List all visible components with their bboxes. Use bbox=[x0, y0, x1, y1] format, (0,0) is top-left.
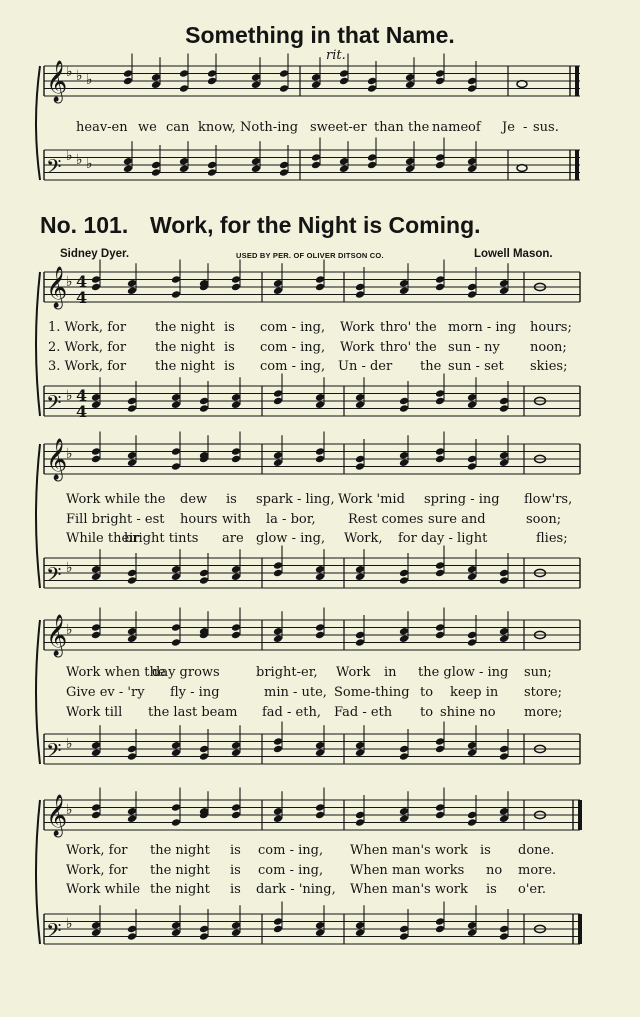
lyric-word: bright tints bbox=[124, 531, 199, 546]
lyric-word: heav-en bbox=[76, 120, 128, 135]
lyric-word: to bbox=[420, 685, 434, 700]
author-credit: Sidney Dyer. bbox=[60, 248, 130, 260]
lyric-word: hours bbox=[180, 512, 218, 527]
lyric-word: soon; bbox=[526, 512, 562, 527]
time-signature: 4 bbox=[76, 272, 88, 291]
flat-sign: ♭ bbox=[66, 802, 73, 818]
treble-clef: 𝄞 bbox=[46, 267, 68, 308]
verse-line bbox=[0, 340, 640, 358]
lyric-word: the bbox=[408, 120, 430, 135]
half-note bbox=[517, 165, 527, 172]
lyric-word: com - ing, bbox=[260, 359, 326, 374]
lyric-word: the night bbox=[150, 863, 210, 878]
lyric-word: the night bbox=[150, 882, 210, 897]
lyric-word: can bbox=[166, 120, 190, 135]
lyric-word: When bbox=[350, 863, 388, 878]
lyric-word: Je bbox=[502, 120, 515, 135]
verse-line bbox=[0, 359, 640, 377]
lyric-word: Fad - eth bbox=[334, 705, 393, 720]
lyric-word: skies; bbox=[530, 359, 568, 374]
lyric-word: the night bbox=[150, 843, 210, 858]
lyric-word: thro' the bbox=[380, 340, 437, 355]
lyric-word: Work while the bbox=[66, 492, 166, 507]
lyric-word: is bbox=[230, 843, 241, 858]
lyric-word: day grows bbox=[152, 665, 220, 680]
lyric-word: 2. Work, for bbox=[48, 340, 127, 355]
lyric-word: Work till bbox=[66, 705, 123, 720]
lyric-word: com - ing, bbox=[258, 863, 324, 878]
verse-line bbox=[0, 705, 640, 723]
lyric-word: com - ing, bbox=[260, 320, 326, 335]
lyric-word: Work bbox=[336, 665, 371, 680]
lyric-word: is bbox=[226, 492, 237, 507]
lyric-word: com - ing, bbox=[258, 843, 324, 858]
lyric-word: 3. Work, for bbox=[48, 359, 127, 374]
bass-clef: 𝄢 bbox=[46, 155, 62, 183]
bass-clef: 𝄢 bbox=[46, 391, 62, 419]
flat-sign: ♭ bbox=[66, 64, 73, 80]
lyric-word: Work, for bbox=[66, 843, 128, 858]
lyric-word: Un - der bbox=[338, 359, 393, 374]
time-signature: 4 bbox=[76, 402, 88, 421]
verse-line bbox=[0, 665, 640, 683]
hymn-title: Work, for the Night is Coming. bbox=[150, 212, 481, 238]
lyric-word: is bbox=[480, 843, 491, 858]
lyric-word: flies; bbox=[536, 531, 568, 546]
lyric-word: Work while bbox=[66, 882, 141, 897]
lyric-word: min - ute, bbox=[264, 685, 327, 700]
half-note bbox=[517, 81, 527, 88]
lyric-word: bright-er, bbox=[256, 665, 318, 680]
flat-sign: ♭ bbox=[66, 560, 73, 576]
lyric-word: Noth-ing bbox=[240, 120, 299, 135]
lyric-word: we bbox=[138, 120, 157, 135]
lyric-word: glow - ing, bbox=[256, 531, 326, 546]
bass-clef: 𝄢 bbox=[46, 919, 62, 947]
treble-clef: 𝄞 bbox=[46, 615, 68, 656]
lyric-word: the night bbox=[155, 320, 215, 335]
lyric-word: know, bbox=[198, 120, 236, 135]
lyric-word: Some-thing bbox=[334, 685, 410, 700]
lyric-word: is bbox=[486, 882, 497, 897]
lyric-word: the night bbox=[155, 359, 215, 374]
lyric-word: name bbox=[432, 120, 469, 135]
lyric-word: more. bbox=[518, 863, 557, 878]
treble-clef: 𝄞 bbox=[46, 795, 68, 836]
time-signature: 4 bbox=[76, 288, 88, 307]
lyric-word: spring - ing bbox=[424, 492, 500, 507]
lyric-word: o'er. bbox=[518, 882, 547, 897]
permission-note: USED BY PER. OF OLIVER DITSON CO. bbox=[236, 251, 384, 260]
lyric-word: than bbox=[374, 120, 404, 135]
prev-hymn-lyrics bbox=[0, 120, 640, 138]
lyric-word: Work bbox=[340, 340, 375, 355]
flat-sign: ♭ bbox=[66, 274, 73, 290]
lyric-word: sweet-er bbox=[310, 120, 367, 135]
flat-sign: ♭ bbox=[66, 916, 73, 932]
flat-sign: ♭ bbox=[76, 68, 83, 84]
flat-sign: ♭ bbox=[66, 148, 73, 164]
lyric-word: Work when the bbox=[66, 665, 166, 680]
lyric-word: Fill bright - est bbox=[66, 512, 165, 527]
lyric-word: to bbox=[420, 705, 434, 720]
time-signature: 4 bbox=[76, 386, 88, 405]
lyric-word: la - bor, bbox=[266, 512, 316, 527]
flat-sign: ♭ bbox=[66, 622, 73, 638]
lyric-word: Give ev - 'ry bbox=[66, 685, 145, 700]
lyric-word: the bbox=[420, 359, 442, 374]
lyric-word: more; bbox=[524, 705, 563, 720]
lyric-word: sus. bbox=[533, 120, 559, 135]
lyric-word: noon; bbox=[530, 340, 567, 355]
lyric-word: sun - set bbox=[448, 359, 504, 374]
lyric-word: While their bbox=[66, 531, 140, 546]
verse-line bbox=[0, 843, 640, 861]
lyric-word: When bbox=[350, 882, 388, 897]
lyric-word: is bbox=[230, 882, 241, 897]
lyric-word: When bbox=[350, 843, 388, 858]
lyric-word: spark - ling, bbox=[256, 492, 335, 507]
flat-sign: ♭ bbox=[86, 156, 93, 172]
lyric-word: flow'rs, bbox=[524, 492, 573, 507]
lyric-word: Work 'mid bbox=[338, 492, 405, 507]
flat-sign: ♭ bbox=[66, 446, 73, 462]
lyric-word: sun - ny bbox=[448, 340, 500, 355]
lyric-word: com - ing, bbox=[260, 340, 326, 355]
verse-line bbox=[0, 512, 640, 530]
lyric-word: shine no bbox=[440, 705, 496, 720]
lyric-word: done. bbox=[518, 843, 555, 858]
lyric-word: 1. Work, for bbox=[48, 320, 127, 335]
lyric-word: with bbox=[222, 512, 251, 527]
hymn-number: No. 101. bbox=[40, 212, 129, 238]
lyric-word: for day - light bbox=[398, 531, 488, 546]
lyric-word: no bbox=[486, 863, 503, 878]
lyric-word: hours; bbox=[530, 320, 572, 335]
verse-line bbox=[0, 492, 640, 510]
lyric-word: are bbox=[222, 531, 244, 546]
lyric-word: the night bbox=[155, 340, 215, 355]
lyric-word: thro' the bbox=[380, 320, 437, 335]
tempo-mark: rit. bbox=[326, 48, 346, 63]
lyric-word: the last beam bbox=[148, 705, 238, 720]
lyric-word: Rest comes bbox=[348, 512, 424, 527]
lyric-word: fad - eth, bbox=[262, 705, 321, 720]
verse-line bbox=[0, 685, 640, 703]
lyric-word: Work, bbox=[344, 531, 383, 546]
lyric-word: is bbox=[230, 863, 241, 878]
lyric-word: - bbox=[523, 120, 528, 135]
verse-line bbox=[0, 531, 640, 549]
lyric-word: morn - ing bbox=[448, 320, 517, 335]
composer-credit: Lowell Mason. bbox=[474, 248, 553, 260]
lyric-word: sun; bbox=[524, 665, 552, 680]
lyric-word: Work bbox=[340, 320, 375, 335]
flat-sign: ♭ bbox=[86, 72, 93, 88]
treble-clef: 𝄞 bbox=[46, 61, 68, 102]
lyric-word: Work, for bbox=[66, 863, 128, 878]
lyric-word: keep in bbox=[450, 685, 499, 700]
flat-sign: ♭ bbox=[76, 152, 83, 168]
lyric-word: man works bbox=[392, 863, 465, 878]
lyric-word: fly - ing bbox=[170, 685, 220, 700]
lyric-word: store; bbox=[524, 685, 563, 700]
lyric-word: man's work bbox=[392, 882, 468, 897]
bass-clef: 𝄢 bbox=[46, 739, 62, 767]
verse-line bbox=[0, 863, 640, 881]
lyric-word: sure and bbox=[428, 512, 486, 527]
treble-clef: 𝄞 bbox=[46, 439, 68, 480]
verse-line bbox=[0, 320, 640, 338]
lyric-word: dark - 'ning, bbox=[256, 882, 336, 897]
lyric-word: is bbox=[224, 320, 235, 335]
lyric-word: dew bbox=[180, 492, 208, 507]
bass-clef: 𝄢 bbox=[46, 563, 62, 591]
flat-sign: ♭ bbox=[66, 736, 73, 752]
lyric-word: is bbox=[224, 359, 235, 374]
lyric-word: of bbox=[468, 120, 481, 135]
lyric-word: is bbox=[224, 340, 235, 355]
verse-line bbox=[0, 882, 640, 900]
prev-hymn-title: Something in that Name. bbox=[185, 22, 455, 48]
lyric-word: man's work bbox=[392, 843, 468, 858]
flat-sign: ♭ bbox=[66, 388, 73, 404]
lyric-word: in bbox=[384, 665, 397, 680]
lyric-word: the glow - ing bbox=[418, 665, 509, 680]
